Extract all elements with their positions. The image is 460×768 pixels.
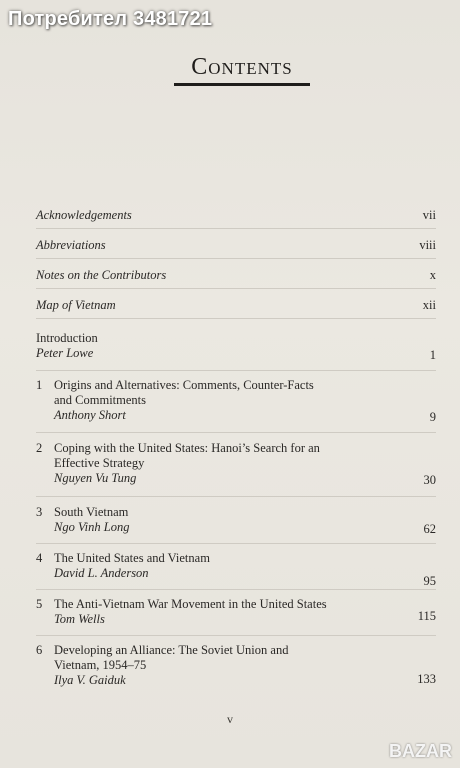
chapter-title: Origins and Alternatives: Comments, Counter-Facts bbox=[54, 378, 314, 392]
chapter-title-cont: Effective Strategy bbox=[54, 456, 145, 470]
toc-entry-contributors bbox=[36, 268, 436, 283]
chapter-author: Ngo Vinh Long bbox=[54, 520, 130, 534]
entry-divider bbox=[36, 288, 436, 289]
chapter-number: 6 bbox=[36, 643, 43, 657]
toc-chapter-1 bbox=[36, 378, 436, 425]
toc-entry-abbreviations bbox=[36, 238, 436, 253]
entry-divider bbox=[36, 258, 436, 259]
chapter-page: 115 bbox=[417, 609, 436, 623]
entry-divider bbox=[36, 496, 436, 497]
chapter-number: 4 bbox=[36, 551, 43, 565]
entry-divider bbox=[36, 635, 436, 636]
entry-page: viii bbox=[419, 238, 436, 252]
entry-label: Notes on the Contributors bbox=[36, 268, 167, 282]
user-watermark: Потребител 3481721 bbox=[8, 8, 213, 30]
toc-entry-introduction bbox=[36, 331, 436, 363]
chapter-page: 95 bbox=[423, 574, 436, 588]
title-underline bbox=[174, 83, 310, 86]
entry-page: vii bbox=[422, 208, 436, 222]
entry-divider bbox=[36, 543, 436, 544]
chapter-number: 1 bbox=[36, 378, 43, 392]
chapter-page: 30 bbox=[423, 473, 436, 487]
bazar-logo: BAZAR bbox=[389, 741, 452, 761]
toc-chapter-2 bbox=[36, 441, 436, 488]
chapter-page: 9 bbox=[429, 410, 436, 424]
toc-chapter-4 bbox=[36, 551, 436, 588]
chapter-author: David L. Anderson bbox=[54, 566, 149, 580]
chapter-page: 62 bbox=[423, 522, 436, 536]
entry-divider bbox=[36, 370, 436, 371]
entry-label: Acknowledgements bbox=[36, 208, 132, 222]
chapter-title: The United States and Vietnam bbox=[54, 551, 210, 565]
toc-entry-map bbox=[36, 298, 436, 313]
chapter-number: 3 bbox=[36, 505, 43, 519]
page-title: Contents bbox=[191, 54, 293, 80]
chapter-number: 5 bbox=[36, 597, 43, 611]
entry-page: xii bbox=[422, 298, 436, 312]
chapter-author: Ilya V. Gaiduk bbox=[54, 673, 126, 687]
entry-label: Introduction bbox=[36, 331, 98, 345]
entry-divider bbox=[36, 432, 436, 433]
chapter-author: Nguyen Vu Tung bbox=[54, 471, 137, 485]
entry-divider bbox=[36, 589, 436, 590]
toc-chapter-5 bbox=[36, 597, 436, 629]
entry-label: Map of Vietnam bbox=[36, 298, 116, 312]
page-number: v bbox=[227, 712, 233, 726]
entry-divider bbox=[36, 318, 436, 319]
chapter-author: Tom Wells bbox=[54, 612, 105, 626]
toc-entry-acknowledgements bbox=[36, 208, 436, 223]
entry-page: 1 bbox=[429, 348, 436, 362]
chapter-title: South Vietnam bbox=[54, 505, 129, 519]
chapter-title: Developing an Alliance: The Soviet Union and bbox=[54, 643, 289, 657]
chapter-page: 133 bbox=[417, 672, 436, 686]
entry-label: Abbreviations bbox=[36, 238, 106, 252]
chapter-author: Anthony Short bbox=[54, 408, 126, 422]
chapter-title-cont: and Commitments bbox=[54, 393, 147, 407]
toc-chapter-3 bbox=[36, 505, 436, 537]
entry-divider bbox=[36, 228, 436, 229]
contents-heading bbox=[172, 54, 312, 86]
entry-page: x bbox=[429, 268, 436, 282]
chapter-title-cont: Vietnam, 1954–75 bbox=[54, 658, 147, 672]
entry-author: Peter Lowe bbox=[36, 346, 94, 360]
chapter-number: 2 bbox=[36, 441, 43, 455]
chapter-title: The Anti-Vietnam War Movement in the United States bbox=[54, 597, 327, 611]
toc-chapter-6 bbox=[36, 643, 436, 690]
chapter-title: Coping with the United States: Hanoi’s Search for an bbox=[54, 441, 320, 455]
